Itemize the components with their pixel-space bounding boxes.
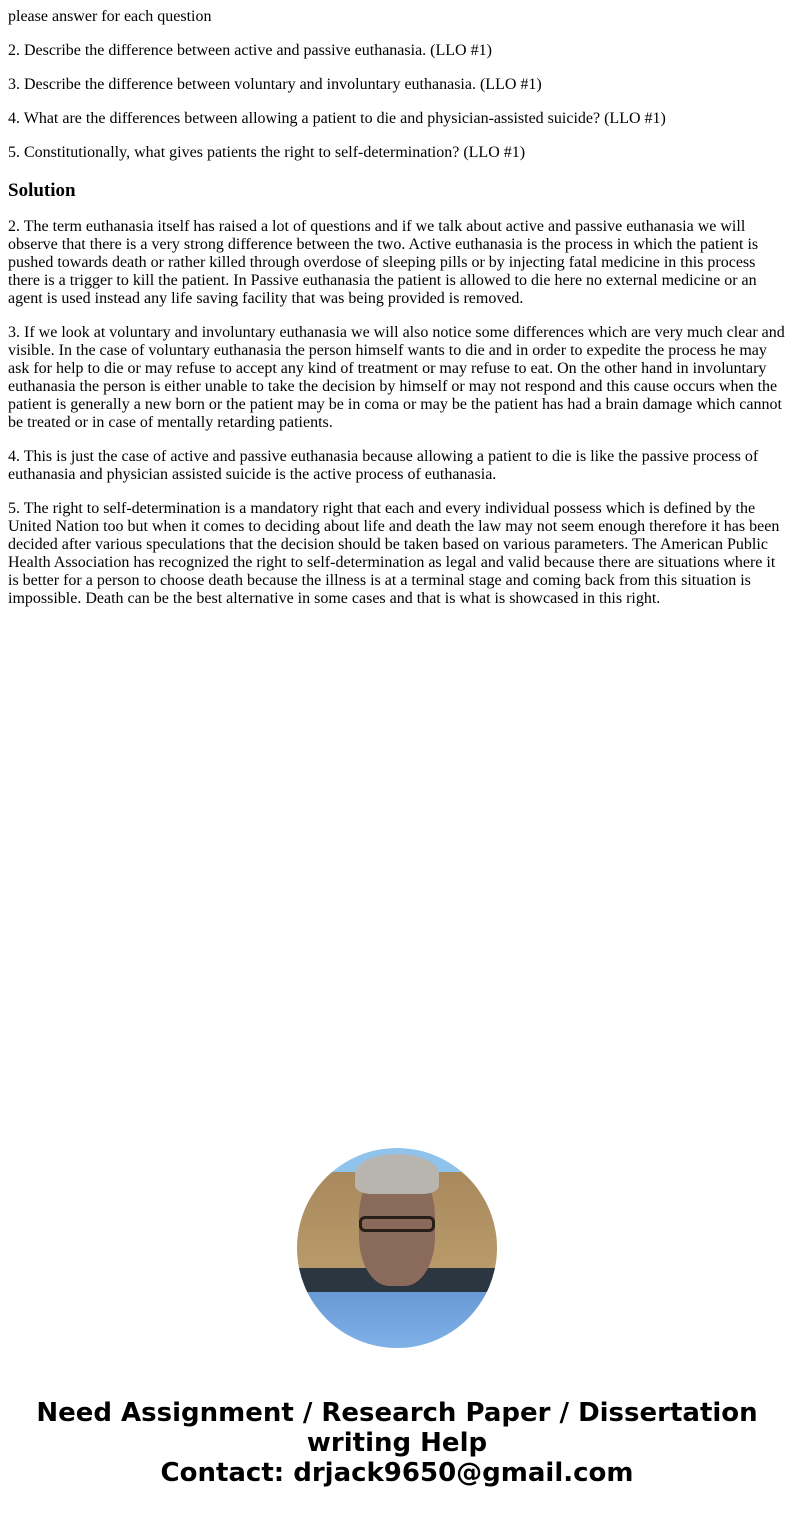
solution-paragraph: 4. This is just the case of active and passive euthanasia because allowing a patient to die is like the passive process of euthanasia and physician assisted suicide is the active process of euthanasia. <box>8 448 759 483</box>
avatar-glasses <box>359 1216 435 1232</box>
question-item: 3. Describe the difference between voluntary and involuntary euthanasia. (LLO #1) <box>8 76 542 93</box>
avatar-hair <box>355 1154 439 1194</box>
question-item: 5. Constitutionally, what gives patients the right to self-determination? (LLO #1) <box>8 144 526 161</box>
question-item: 4. What are the differences between allowing a patient to die and physician-assisted suicide? (LLO #1) <box>8 110 666 127</box>
question-item: 2. Describe the difference between active and passive euthanasia. (LLO #1) <box>8 42 492 59</box>
solution-paragraph: 3. If we look at voluntary and involuntary euthanasia we will also notice some differences which are very much clear and visible. In the case of voluntary euthanasia the person himself wants to die and in order to expedite the process he may ask for help to die or may refuse to accept any kind of treatment or may refuse to eat. On the other hand in involuntary euthanasia the person is either unable to take the decision by himself or may not respond and this cause occurs when the patient is generally a new born or the patient may be in coma or may be the patient has had a brain damage which cannot be treated or in case of mentally retarding patients. <box>8 324 785 431</box>
contact-footer <box>8 1398 786 1488</box>
footer-contact: Contact: drjack9650@gmail.com <box>160 1458 634 1488</box>
author-avatar <box>297 1148 497 1348</box>
solution-heading: Solution <box>8 180 76 201</box>
solution-paragraph: 5. The right to self-determination is a mandatory right that each and every individual possess which is defined by the United Nation too but when it comes to deciding about life and death the law may not seem enough therefore it has been decided after various speculations that the decision should be taken based on various parameters. The American Public Health Association has recognized the right to self-determination as legal and valid because there are situations where it is better for a person to choose death because the illness is at a terminal stage and coming back from this situation is impossible. Death can be the best alternative in some cases and that is what is showcased in this right. <box>8 500 780 607</box>
spacer <box>8 624 786 1148</box>
solution-paragraph: 2. The term euthanasia itself has raised a lot of questions and if we talk about active and passive euthanasia we will observe that there is a very strong difference between the two. Active euthanasia is the process in which the patient is pushed towards death or rather killed through overdose of sleeping pills or by injecting fatal medicine in this process there is a trigger to kill the patient. In Passive euthanasia the patient is allowed to die here no external medicine or an agent is used instead any life saving facility that was being provided is removed. <box>8 218 759 307</box>
footer-promo: Need Assignment / Research Paper / Dissertation writing Help <box>36 1398 758 1458</box>
question-intro: please answer for each question <box>8 8 212 25</box>
